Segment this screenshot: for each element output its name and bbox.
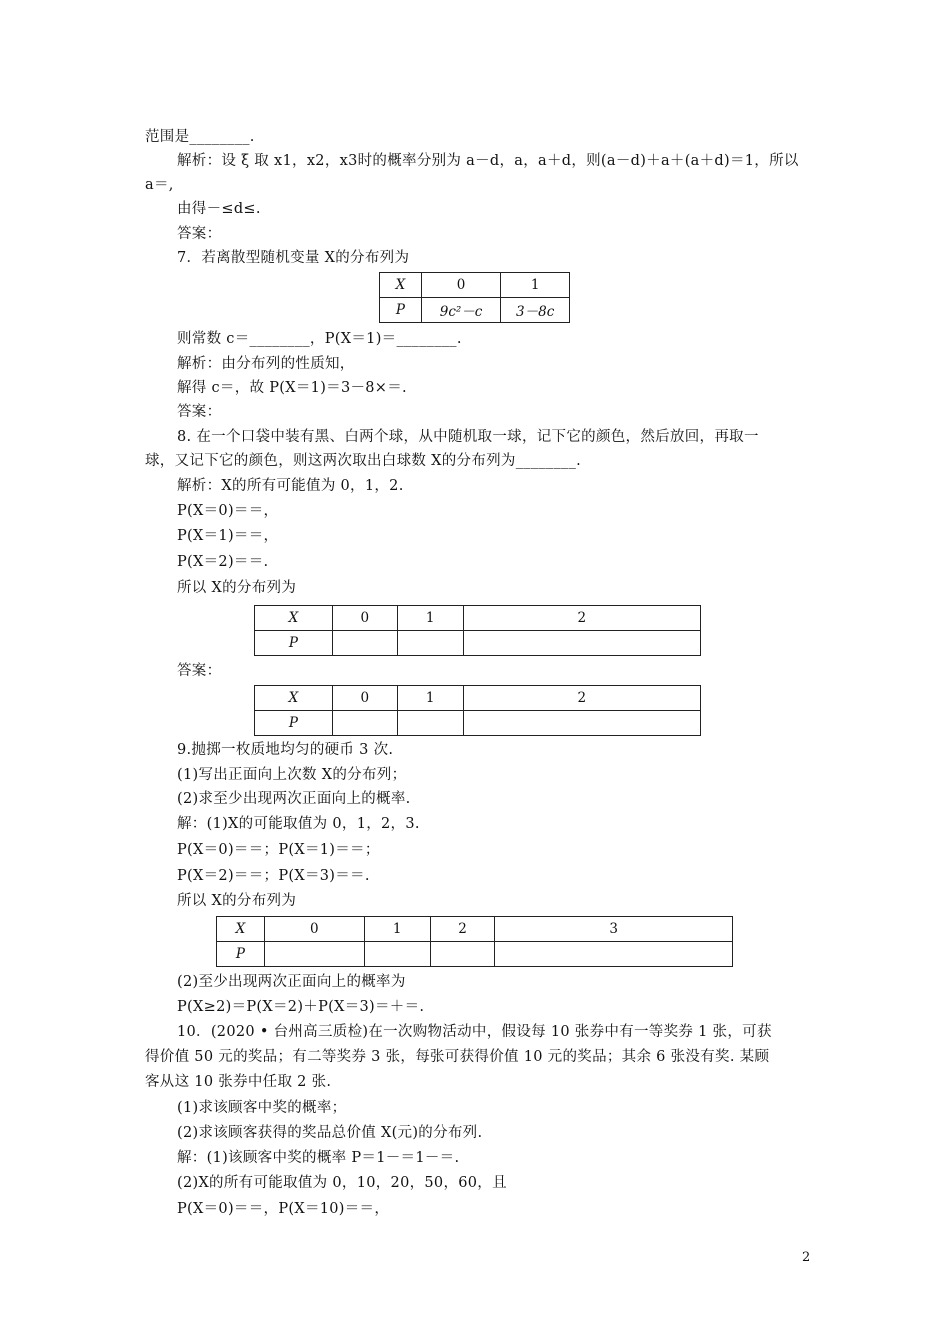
table-cell: 2 (463, 686, 700, 711)
table-cell: P (380, 298, 422, 323)
text-line: 解：(1)该顾客中奖的概率 P＝1－＝1－＝. (177, 1150, 460, 1166)
text-line: 球，又记下它的颜色，则这两次取出白球数 X的分布列为________. (145, 453, 582, 469)
text-line: 答案： (177, 404, 222, 420)
question-10: 10．(2020 • 台州高三质检)在一次购物活动中，假设每 10 张券中有一等奖券 1 张，可获 (177, 1024, 772, 1040)
table-cell (332, 711, 397, 736)
table-row (217, 917, 733, 942)
table-cell: 2 (430, 917, 495, 942)
table-cell: X (217, 917, 265, 942)
table-cell: 2 (463, 606, 700, 631)
table-cell (463, 631, 700, 656)
table-row (255, 631, 701, 656)
answer-table-8 (254, 685, 701, 736)
page-number: 2 (802, 1250, 811, 1265)
table-cell (463, 711, 700, 736)
question-7: 7．若离散型随机变量 X的分布列为 (177, 250, 410, 266)
distribution-table-9 (216, 916, 733, 967)
text-line: 解：(1)X的可能取值为 0，1，2，3. (177, 816, 420, 832)
text-line: 答案： (177, 226, 222, 242)
distribution-table-8 (254, 605, 701, 656)
text-line: P(X＝1)＝＝， (177, 528, 279, 544)
table-cell: 1 (397, 606, 463, 631)
table-cell (332, 631, 397, 656)
text-line: 所以 X的分布列为 (177, 893, 297, 909)
text-line: 则常数 c＝________，P(X＝1)＝________. (177, 331, 462, 347)
text-line: 客从这 10 张券中任取 2 张. (145, 1074, 332, 1090)
table-cell (264, 942, 364, 967)
table-row (255, 711, 701, 736)
table-row (380, 298, 570, 323)
text-line: P(X＝0)＝＝，P(X＝10)＝＝， (177, 1201, 390, 1217)
text-line: (2)至少出现两次正面向上的概率为 (177, 974, 406, 990)
table-cell: 0 (332, 606, 397, 631)
table-cell: 0 (332, 686, 397, 711)
text-line: 解析：设 ξ 取 x1，x2，x3时的概率分别为 a－d，a，a＋d，则(a－d)＋a＋(a＋d)＝1，所以 (177, 153, 799, 169)
text-line: P(X＝0)＝＝， (177, 503, 279, 519)
distribution-table-7 (379, 272, 570, 323)
text-line: P(X＝2)＝＝；P(X＝3)＝＝. (177, 868, 370, 884)
table-cell: 1 (397, 686, 463, 711)
text-line: 解得 c＝，故 P(X＝1)＝3－8×＝. (177, 380, 407, 396)
text-line: a＝, (145, 177, 174, 193)
text-line: (1)写出正面向上次数 X的分布列； (177, 767, 407, 783)
text-line: 解析：由分布列的性质知， (177, 356, 355, 372)
text-line: 答案： (177, 663, 222, 679)
question-9: 9.抛掷一枚质地均匀的硬币 3 次. (177, 742, 394, 758)
table-cell (430, 942, 495, 967)
text-line: 得价值 50 元的奖品；有二等奖券 3 张，每张可获得价值 10 元的奖品；其余 6 张没有奖. 某顾 (145, 1049, 770, 1065)
table-cell: 9c²－c (421, 298, 501, 323)
table-cell: P (255, 631, 333, 656)
text-line: P(X≥2)＝P(X＝2)＋P(X＝3)＝＋＝. (177, 999, 425, 1015)
text-line: 解析：X的所有可能值为 0，1，2. (177, 478, 404, 494)
table-cell: 3 (495, 917, 733, 942)
text-line: 范围是________. (145, 129, 255, 145)
table-cell: 1 (501, 273, 570, 298)
table-cell (364, 942, 430, 967)
table-row (255, 606, 701, 631)
text-line: (2)求至少出现两次正面向上的概率. (177, 791, 411, 807)
text-line: (2)求该顾客获得的奖品总价值 X(元)的分布列. (177, 1125, 483, 1141)
table-cell: P (255, 711, 333, 736)
text-line: P(X＝2)＝＝. (177, 554, 269, 570)
text-line: (1)求该顾客中奖的概率； (177, 1100, 347, 1116)
question-8: 8. 在一个口袋中装有黑、白两个球，从中随机取一球，记下它的颜色，然后放回，再取一 (177, 429, 759, 445)
table-cell: X (255, 686, 333, 711)
text-line: 所以 X的分布列为 (177, 580, 297, 596)
table-cell: 0 (264, 917, 364, 942)
table-cell: X (380, 273, 422, 298)
text-line: P(X＝0)＝＝；P(X＝1)＝＝； (177, 842, 380, 858)
text-line: (2)X的所有可能取值为 0，10，20，50，60，且 (177, 1175, 507, 1191)
table-cell: P (217, 942, 265, 967)
table-cell: 1 (364, 917, 430, 942)
table-cell: X (255, 606, 333, 631)
text-line: 由得－≤d≤. (177, 201, 261, 217)
table-row (217, 942, 733, 967)
table-cell (397, 631, 463, 656)
table-cell: 3－8c (501, 298, 570, 323)
table-cell (495, 942, 733, 967)
table-row (380, 273, 570, 298)
table-row (255, 686, 701, 711)
table-cell (397, 711, 463, 736)
table-cell: 0 (421, 273, 501, 298)
